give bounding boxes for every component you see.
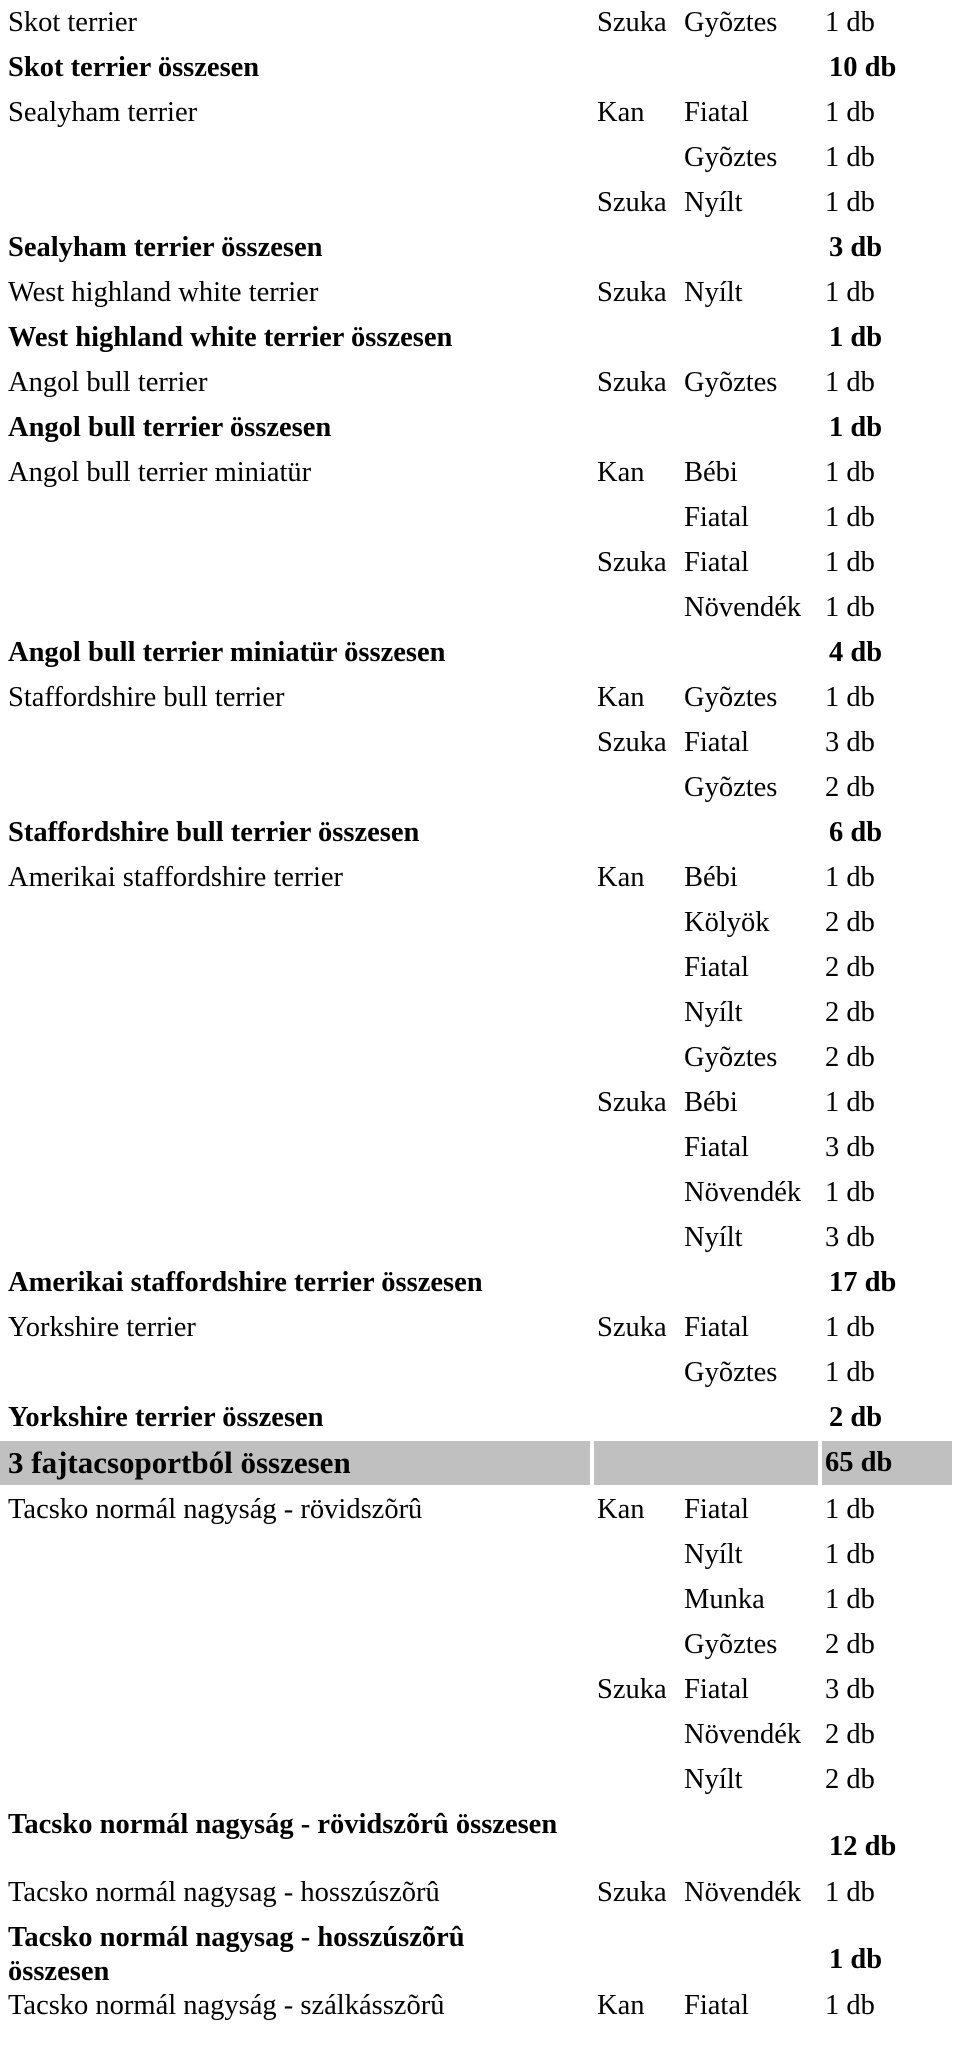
count-cell: 2 db [825,1042,875,1073]
table-row [0,1125,960,1170]
count-cell: 1 db [825,862,875,893]
breed-total-label: Staffordshire bull terrier összesen [8,817,420,848]
breed-name: Tacsko normál nagyság - szálkásszõrû [8,1990,445,2021]
class-cell: Fiatal [684,1674,749,1705]
table-row [0,1532,960,1577]
table-row [0,1035,960,1080]
group-total-count: 65 db [825,1447,893,1478]
breed-total-count: 1 db [829,322,883,353]
count-cell: 2 db [825,772,875,803]
table-row [0,1487,960,1532]
count-cell: 3 db [825,1222,875,1253]
class-cell: Fiatal [684,97,749,128]
class-cell: Fiatal [684,1990,749,2021]
breed-total-count: 1 db [829,412,883,443]
table-row [0,1577,960,1622]
table-row [0,990,960,1035]
breed-name: Staffordshire bull terrier [8,682,285,713]
count-cell: 1 db [825,592,875,623]
breed-total-label: Tacsko normál nagyság - rövidszõrû összesen [8,1809,558,1840]
class-cell: Gyõztes [684,1357,778,1388]
class-cell: Növendék [684,1877,802,1908]
table-row [0,1667,960,1712]
breed-total-count: 17 db [829,1267,897,1298]
sex-cell: Szuka [597,367,667,398]
count-cell: 2 db [825,1629,875,1660]
table-row [0,675,960,720]
breed-total-row [0,810,960,855]
sex-cell: Szuka [597,1312,667,1343]
table-row [0,720,960,765]
sex-cell: Szuka [597,1674,667,1705]
table-row [0,900,960,945]
class-cell: Nyílt [684,1222,743,1253]
breed-name: Tacsko normál nagyság - rövidszõrû [8,1494,423,1525]
class-cell: Nyílt [684,997,743,1028]
count-cell: 3 db [825,1132,875,1163]
count-cell: 1 db [825,277,875,308]
count-cell: 1 db [825,187,875,218]
table-row [0,1712,960,1757]
count-cell: 1 db [825,457,875,488]
breed-total-row [0,315,960,360]
table-row [0,1870,960,1915]
count-cell: 1 db [825,547,875,578]
breed-name: West highland white terrier [8,277,319,308]
count-cell: 1 db [825,1312,875,1343]
class-cell: Bébi [684,862,738,893]
breed-name: Sealyham terrier [8,97,198,128]
sex-cell: Szuka [597,187,667,218]
table-row [0,765,960,810]
class-cell: Gyõztes [684,367,778,398]
breed-total-row [0,45,960,90]
breed-total-row [0,630,960,675]
class-cell: Gyõztes [684,142,778,173]
table-row [0,1622,960,1667]
count-cell: 1 db [825,1877,875,1908]
table-row [0,1757,960,1802]
count-cell: 1 db [825,1584,875,1615]
class-cell: Gyõztes [684,682,778,713]
count-cell: 1 db [825,367,875,398]
sex-cell: Szuka [597,727,667,758]
table-row [0,135,960,180]
breed-total-count: 1 db [829,1944,883,1975]
table-row [0,180,960,225]
breed-total-label: Yorkshire terrier összesen [8,1402,324,1433]
count-cell: 1 db [825,682,875,713]
breed-total-count: 4 db [829,637,883,668]
table-row [0,1305,960,1350]
class-cell: Gyõztes [684,1629,778,1660]
breed-name: Amerikai staffordshire terrier [8,862,344,893]
sex-cell: Kan [597,862,645,893]
class-cell: Bébi [684,457,738,488]
class-cell: Növendék [684,1719,802,1750]
breed-total-label: Angol bull terrier miniatür összesen [8,637,446,668]
class-cell: Fiatal [684,952,749,983]
sex-cell: Szuka [597,1087,667,1118]
class-cell: Gyõztes [684,772,778,803]
table-row [0,1983,960,2028]
table-row [0,585,960,630]
class-cell: Fiatal [684,1312,749,1343]
sex-cell: Kan [597,682,645,713]
breed-total-count: 10 db [829,52,897,83]
breed-name: Skot terrier [8,7,138,38]
count-cell: 1 db [825,1177,875,1208]
breed-total-label: Skot terrier összesen [8,52,260,83]
count-cell: 1 db [825,142,875,173]
breed-name: Angol bull terrier miniatür [8,457,312,488]
breed-total-label: Amerikai staffordshire terrier összesen [8,1267,483,1298]
class-cell: Fiatal [684,502,749,533]
class-cell: Nyílt [684,187,743,218]
class-cell: Fiatal [684,727,749,758]
count-cell: 1 db [825,502,875,533]
breed-total-row [0,225,960,270]
table-row [0,450,960,495]
class-cell: Kölyök [684,907,770,938]
class-cell: Nyílt [684,1764,743,1795]
breed-total-count: 12 db [829,1831,897,1862]
sex-cell: Kan [597,457,645,488]
table-row [0,540,960,585]
class-cell: Gyõztes [684,7,778,38]
count-cell: 2 db [825,952,875,983]
class-cell: Bébi [684,1087,738,1118]
count-cell: 1 db [825,97,875,128]
class-cell: Gyõztes [684,1042,778,1073]
table-row [0,945,960,990]
class-cell: Nyílt [684,277,743,308]
table-row [0,1170,960,1215]
count-cell: 2 db [825,907,875,938]
breed-total-label: Sealyham terrier összesen [8,232,323,263]
class-cell: Nyílt [684,1539,743,1570]
table-row [0,1350,960,1395]
sex-cell: Szuka [597,1877,667,1908]
sex-cell: Kan [597,97,645,128]
breed-name: Angol bull terrier [8,367,208,398]
table-row [0,1215,960,1260]
count-cell: 1 db [825,7,875,38]
class-cell: Növendék [684,592,802,623]
count-cell: 1 db [825,1357,875,1388]
group-total-row [0,1440,960,1487]
table-row [0,0,960,45]
breed-total-label: West highland white terrier összesen [8,322,453,353]
count-cell: 2 db [825,997,875,1028]
class-cell: Fiatal [684,1494,749,1525]
breed-total-count: 6 db [829,817,883,848]
class-cell: Fiatal [684,1132,749,1163]
breed-name: Tacsko normál nagysag - hosszúszõrû [8,1877,440,1908]
count-cell: 3 db [825,1674,875,1705]
breed-total-row [0,1802,960,1870]
count-cell: 3 db [825,727,875,758]
table-row [0,360,960,405]
table-row [0,270,960,315]
count-cell: 1 db [825,1990,875,2021]
count-cell: 2 db [825,1719,875,1750]
sex-cell: Kan [597,1990,645,2021]
sex-cell: Szuka [597,7,667,38]
breed-total-row [0,1395,960,1440]
group-total-blank-background [594,1441,818,1485]
breed-total-count: 3 db [829,232,883,263]
breed-name: Yorkshire terrier [8,1312,196,1343]
class-cell: Növendék [684,1177,802,1208]
breed-total-label: Tacsko normál nagysag - hosszúszõrû összesen [8,1922,465,1987]
count-cell: 1 db [825,1494,875,1525]
breed-total-count: 2 db [829,1402,883,1433]
count-cell: 1 db [825,1539,875,1570]
count-cell: 2 db [825,1764,875,1795]
breed-total-row [0,1260,960,1305]
group-total-label: 3 fajtacsoportból összesen [8,1445,351,1480]
breed-total-label: Angol bull terrier összesen [8,412,332,443]
table-row [0,90,960,135]
class-cell: Munka [684,1584,765,1615]
count-cell: 1 db [825,1087,875,1118]
sex-cell: Kan [597,1494,645,1525]
sex-cell: Szuka [597,547,667,578]
table-row [0,855,960,900]
table-row [0,1080,960,1125]
sex-cell: Szuka [597,277,667,308]
breed-total-row [0,1915,960,1987]
breed-total-row [0,405,960,450]
table-row [0,495,960,540]
class-cell: Fiatal [684,547,749,578]
